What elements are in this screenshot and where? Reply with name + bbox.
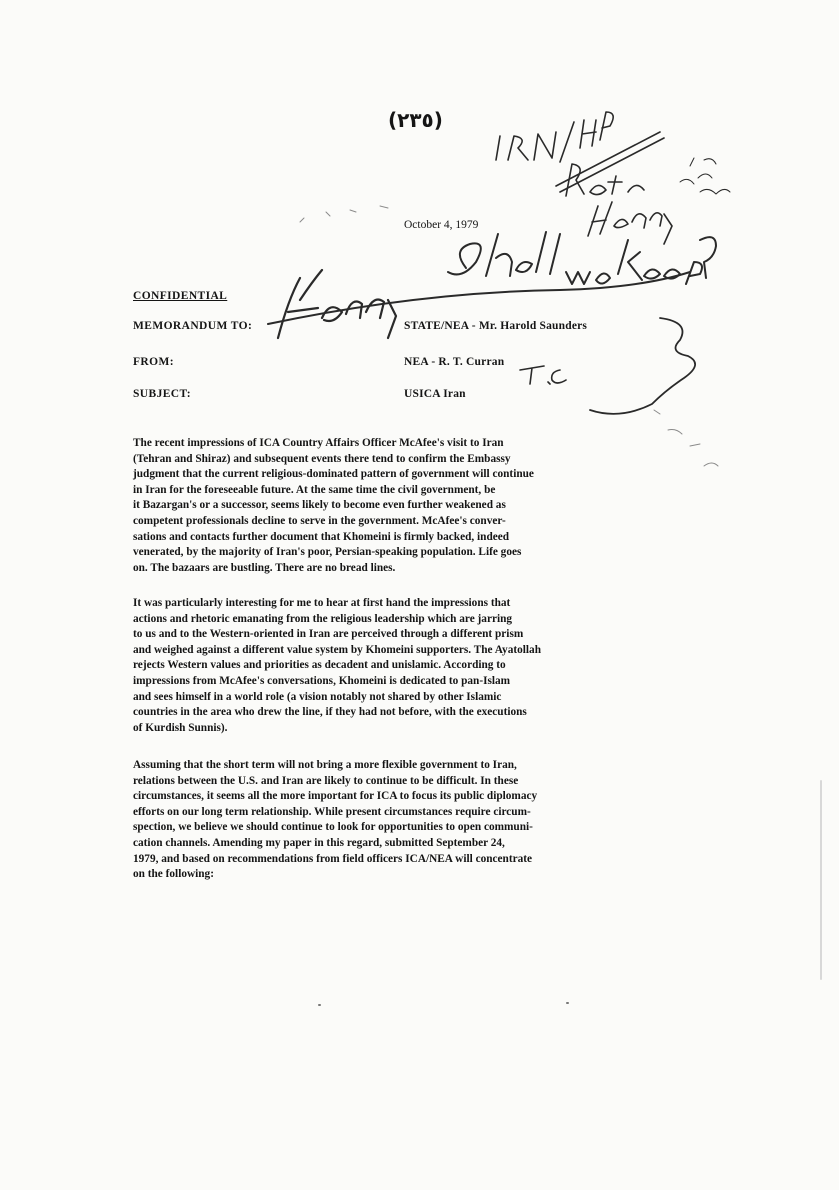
question-mark-handwriting [700, 237, 716, 278]
routing-handwriting [496, 112, 613, 162]
text-line: on. The bazaars are bustling. There are no bread lines. [133, 561, 396, 574]
scan-speck [566, 1002, 569, 1004]
text-line: 1979, and based on recommendations from field officers ICA/NEA will concentrate [133, 852, 533, 865]
text-line: Assuming that the short term will not bring a more flexible government to Iran, [133, 759, 517, 771]
from-value: NEA - R. T. Curran [404, 356, 505, 368]
strike-through-line [556, 132, 664, 192]
text-line: judgment that the current religious-dominated pattern of government will continue [133, 468, 534, 481]
subject-value: USICA Iran [404, 388, 466, 400]
text-line: it Bazargan's or a successor, seems likely to become even further weakened as [133, 499, 506, 512]
text-line: relations between the U.S. and Iran are likely to continue to be difficult. In these [133, 774, 519, 787]
from-label: FROM: [133, 356, 174, 368]
body-paragraph-1 [133, 436, 534, 576]
main-note-handwriting [278, 270, 396, 338]
initials-handwriting [520, 366, 566, 384]
text-line: It was particularly interesting for me to hear at first hand the impressions that [133, 597, 511, 609]
text-line: and sees himself in a world role (a vision notably not shared by other Islamic [133, 690, 502, 703]
right-note-handwriting [588, 202, 672, 244]
text-line: venerated, by the majority of Iran's poor, Persian-speaking population. Life goes [133, 546, 522, 559]
text-line: in Iran for the foreseeable future. At the same time the civil government, be [133, 483, 496, 496]
crossed-out-handwriting [566, 164, 644, 196]
text-line: (Tehran and Shiraz) and subsequent events there tend to confirm the Embassy [133, 452, 511, 465]
subject-label: SUBJECT: [133, 388, 191, 400]
main-note-underline [268, 272, 690, 324]
text-line: to us and to the Western-oriented in Iran are perceived through a different prism [133, 628, 524, 641]
text-line: The recent impressions of ICA Country Affairs Officer McAfee's visit to Iran [133, 437, 504, 449]
page-number: (٢٣٥) [388, 108, 443, 132]
text-line: efforts on our long term relationship. While present circumstances require circum- [133, 805, 531, 818]
scan-speck [318, 1004, 321, 1006]
stray-marks [300, 206, 718, 466]
text-line: rejects Western values and priorities as decadent and unislamic. According to [133, 659, 506, 672]
text-line: spection, we believe we should continue to look for opportunities to open communi- [133, 821, 533, 834]
text-line: competent professionals decline to serve in the government. McAfee's conver- [133, 514, 506, 527]
memo-to-value: STATE/NEA - Mr. Harold Saunders [404, 320, 588, 332]
shall-handwriting [448, 232, 560, 276]
text-line: countries in the area who drew the line, if they had not before, with the executions [133, 706, 527, 719]
classification-marking: CONFIDENTIAL [133, 290, 228, 302]
text-line: of Kurdish Sunnis). [133, 721, 228, 734]
marginal-note-handwriting [680, 158, 730, 194]
text-line: impressions from McAfee's conversations, Khomeini is dedicated to pan-Islam [133, 674, 511, 687]
text-line: cation channels. Amending my paper in this regard, submitted September 24, [133, 836, 505, 849]
text-line: and weighed against a different value system by Khomeini supporters. The Ayatollah [133, 643, 541, 656]
body-paragraph-2 [133, 596, 541, 736]
text-line: actions and rhetoric emanating from the religious leadership which are jarring [133, 612, 513, 625]
text-line: on the following: [133, 868, 214, 881]
scan-edge-mark [820, 780, 822, 980]
memo-to-label: MEMORANDUM TO: [133, 320, 253, 332]
body-paragraph-3 [133, 758, 537, 883]
text-line: circumstances, it seems all the more important for ICA to focus its public diplomacy [133, 790, 538, 803]
keep-handwriting [618, 240, 702, 284]
we-handwriting [566, 272, 610, 284]
memo-date: October 4, 1979 [404, 219, 479, 231]
margin-curve-handwriting [590, 318, 695, 414]
text-line: sations and contacts further document that Khomeini is firmly backed, indeed [133, 530, 510, 543]
